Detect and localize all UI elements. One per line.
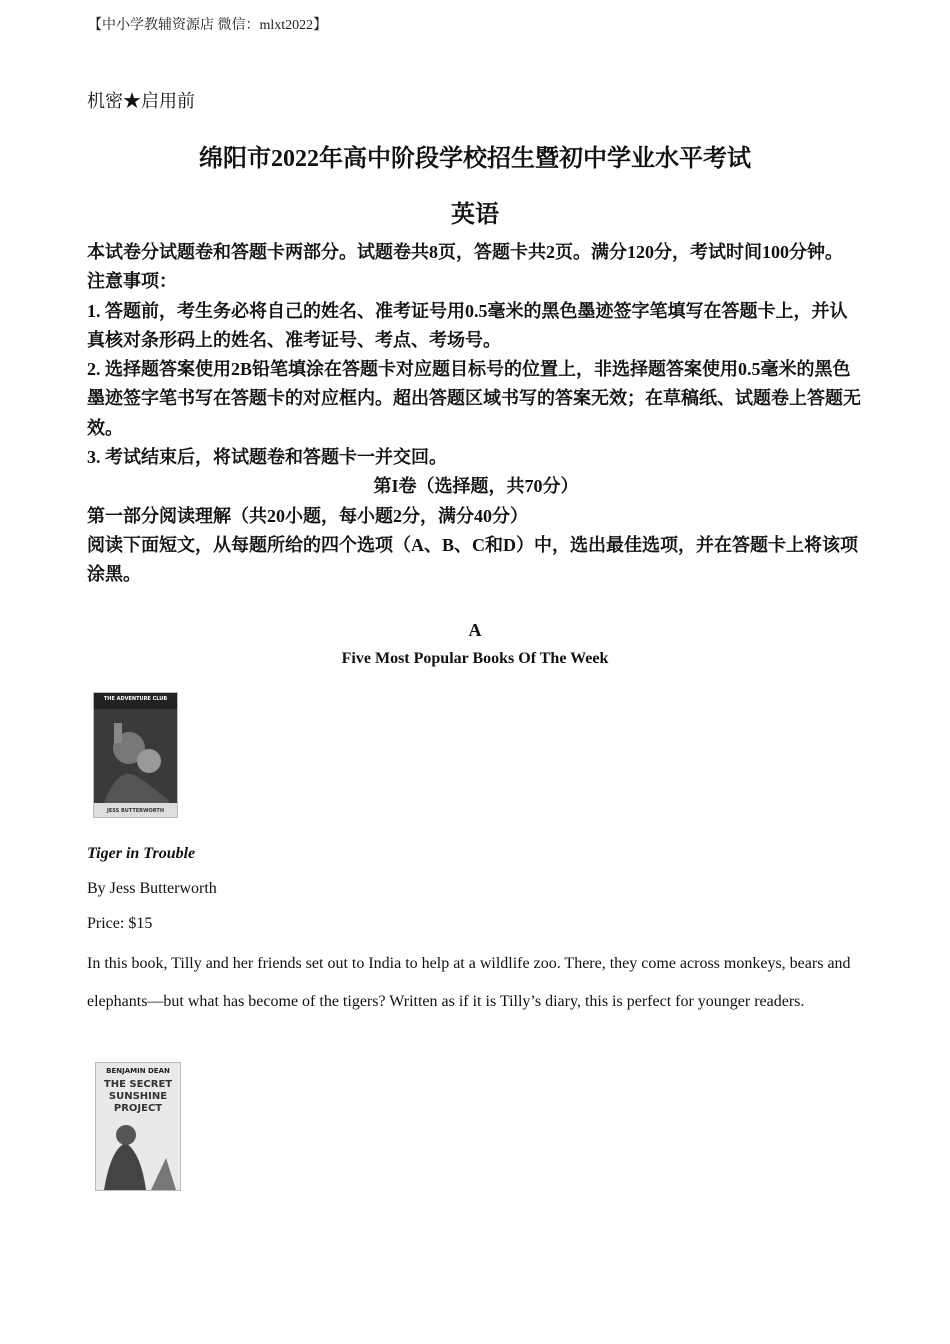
exam-intro: 本试卷分试题卷和答题卡两部分。试题卷共8页，答题卡共2页。满分120分，考试时间100分钟。 [87,242,843,262]
girl-illustration [96,1063,180,1190]
book-price: Price: $15 [87,915,153,932]
notice-item-1: 1. 答题前，考生务必将自己的姓名、准考证号用0.5毫米的黑色墨迹签字笔填写在答题卡上，并认真核对条形码上的姓名、准考证号、考点、考场号。 [87,300,848,350]
watermark-text: 【中小学教辅资源店 微信：mlxt2022】 [88,18,328,33]
volume-heading: 第I卷（选择题，共70分） [373,476,579,497]
book-cover-image-2 [95,1062,181,1191]
book-title: Tiger in Trouble [87,845,196,862]
tiger-illustration [94,693,177,817]
cover2-title-text: THE SECRET SUNSHINE PROJECT [103,1079,173,1114]
exam-title: 绵阳市2022年高中阶段学校招生暨初中学业水平考试 [199,146,751,172]
confidential-label: 机密★启用前 [87,91,195,111]
passage-label: A [468,620,482,640]
part1-heading: 第一部分阅读理解（共20小题，每小题2分，满分40分） [87,505,528,526]
passage-title: Five Most Popular Books Of The Week [341,650,609,667]
book-author: By Jess Butterworth [87,880,217,897]
cover-series-text: THE ADVENTURE CLUB [103,696,168,702]
reading-directions: 阅读下面短文，从每题所给的四个选项（A、B、C和D）中，选出最佳选项，并在答题卡上将该项涂黑。 [87,534,858,585]
book-cover-image [93,692,178,818]
instructions-block [87,238,865,590]
notice-label: 注意事项： [87,271,177,292]
notice-item-2: 2. 选择题答案使用2B铅笔填涂在答题卡对应题目标号的位置上，非选择题答案使用0.5毫米的黑色墨迹签字笔书写在答题卡的对应框内。超出答题区域书写的答案无效；在草稿纸、试题卷上答题无效。 [87,359,861,438]
cover2-author-text: BENJAMIN DEAN [106,1067,170,1075]
notice-item-3: 3. 考试结束后，将试题卷和答题卡一并交回。 [87,447,447,468]
cover-author-text: JESS BUTTERWORTH [106,808,165,814]
subject-title: 英语 [451,202,499,228]
book-description: In this book, Tilly and her friends set out to India to help at a wildlife zoo. There, they come across monkeys, bears and elephants—but what has become of the tigers? Written as if it is Tilly’s diary, this is perfect for younger readers. [87,955,851,1010]
